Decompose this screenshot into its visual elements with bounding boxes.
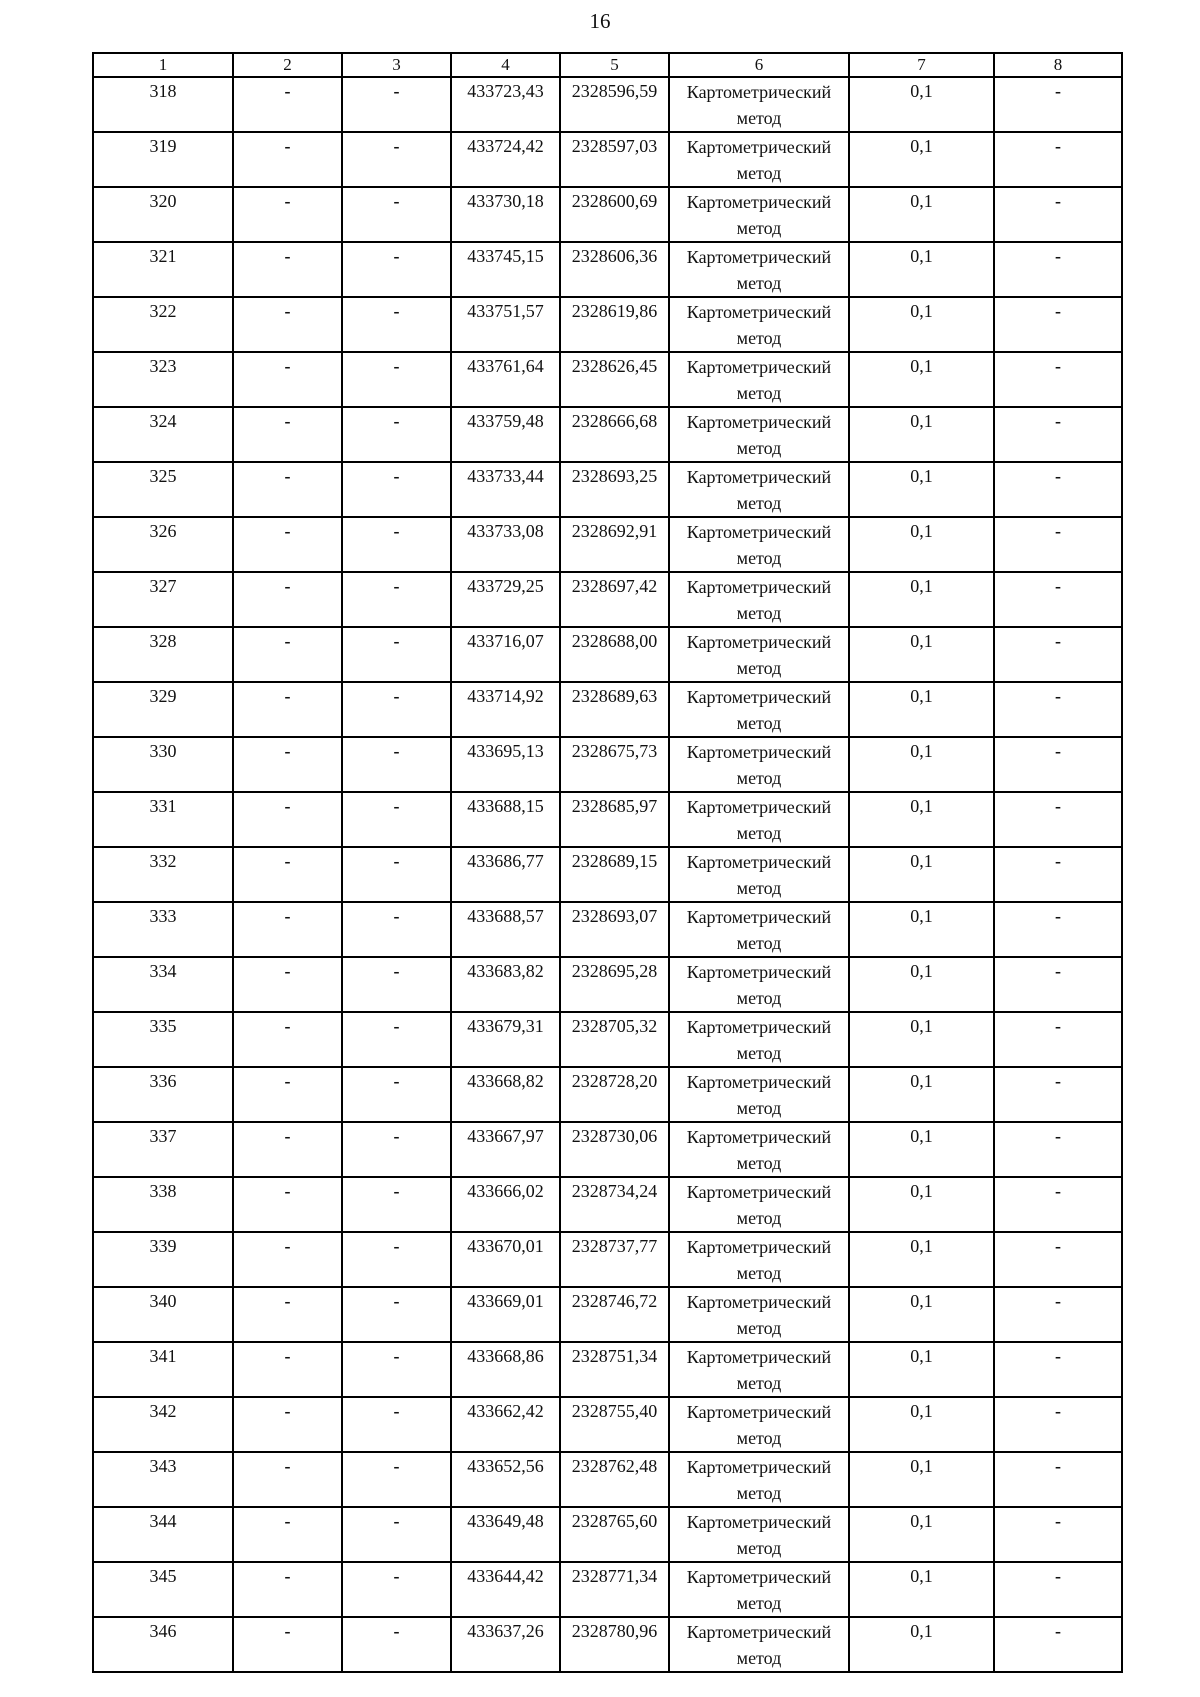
accuracy-cell: 0,1	[849, 737, 994, 792]
point-number-cell: 340	[93, 1287, 233, 1342]
table-row	[93, 77, 1122, 132]
x-coordinate-cell: 433729,25	[451, 572, 560, 627]
accuracy-cell: 0,1	[849, 792, 994, 847]
column-8-cell: -	[994, 792, 1122, 847]
method-cell: Картометрический метод	[669, 1012, 849, 1067]
table-row	[93, 1617, 1122, 1672]
column-8-cell: -	[994, 1177, 1122, 1232]
method-cell: Картометрический метод	[669, 1287, 849, 1342]
x-coordinate-cell: 433686,77	[451, 847, 560, 902]
x-coordinate-cell: 433670,01	[451, 1232, 560, 1287]
method-cell: Картометрический метод	[669, 352, 849, 407]
column-2-cell: -	[233, 77, 342, 132]
point-number-cell: 328	[93, 627, 233, 682]
method-cell: Картометрический метод	[669, 132, 849, 187]
table-row	[93, 792, 1122, 847]
column-8-cell: -	[994, 627, 1122, 682]
y-coordinate-cell: 2328693,25	[560, 462, 669, 517]
accuracy-cell: 0,1	[849, 682, 994, 737]
point-number-cell: 339	[93, 1232, 233, 1287]
column-3-cell: -	[342, 297, 451, 352]
column-3-cell: -	[342, 682, 451, 737]
point-number-cell: 341	[93, 1342, 233, 1397]
point-number-cell: 337	[93, 1122, 233, 1177]
column-3-cell: -	[342, 1122, 451, 1177]
y-coordinate-cell: 2328689,63	[560, 682, 669, 737]
column-3-cell: -	[342, 1232, 451, 1287]
column-8-cell: -	[994, 902, 1122, 957]
accuracy-cell: 0,1	[849, 187, 994, 242]
method-cell: Картометрический метод	[669, 957, 849, 1012]
column-header: 1	[93, 53, 233, 77]
accuracy-cell: 0,1	[849, 1232, 994, 1287]
accuracy-cell: 0,1	[849, 1342, 994, 1397]
column-8-cell: -	[994, 847, 1122, 902]
x-coordinate-cell: 433669,01	[451, 1287, 560, 1342]
accuracy-cell: 0,1	[849, 1287, 994, 1342]
point-number-cell: 326	[93, 517, 233, 572]
y-coordinate-cell: 2328734,24	[560, 1177, 669, 1232]
x-coordinate-cell: 433667,97	[451, 1122, 560, 1177]
column-2-cell: -	[233, 242, 342, 297]
column-2-cell: -	[233, 1122, 342, 1177]
y-coordinate-cell: 2328771,34	[560, 1562, 669, 1617]
point-number-cell: 331	[93, 792, 233, 847]
method-cell: Картометрический метод	[669, 517, 849, 572]
column-2-cell: -	[233, 1507, 342, 1562]
column-3-cell: -	[342, 1177, 451, 1232]
column-2-cell: -	[233, 847, 342, 902]
table-row	[93, 352, 1122, 407]
x-coordinate-cell: 433683,82	[451, 957, 560, 1012]
column-2-cell: -	[233, 627, 342, 682]
accuracy-cell: 0,1	[849, 957, 994, 1012]
accuracy-cell: 0,1	[849, 1397, 994, 1452]
column-8-cell: -	[994, 1562, 1122, 1617]
x-coordinate-cell: 433644,42	[451, 1562, 560, 1617]
column-3-cell: -	[342, 572, 451, 627]
x-coordinate-cell: 433666,02	[451, 1177, 560, 1232]
column-2-cell: -	[233, 297, 342, 352]
column-3-cell: -	[342, 737, 451, 792]
column-3-cell: -	[342, 902, 451, 957]
point-number-cell: 336	[93, 1067, 233, 1122]
point-number-cell: 320	[93, 187, 233, 242]
column-3-cell: -	[342, 957, 451, 1012]
table-row	[93, 517, 1122, 572]
point-number-cell: 343	[93, 1452, 233, 1507]
page-number: 16	[589, 9, 611, 33]
table-row	[93, 187, 1122, 242]
point-number-cell: 345	[93, 1562, 233, 1617]
column-8-cell: -	[994, 1507, 1122, 1562]
accuracy-cell: 0,1	[849, 352, 994, 407]
table-row	[93, 957, 1122, 1012]
x-coordinate-cell: 433733,08	[451, 517, 560, 572]
y-coordinate-cell: 2328688,00	[560, 627, 669, 682]
column-3-cell: -	[342, 1287, 451, 1342]
accuracy-cell: 0,1	[849, 1562, 994, 1617]
y-coordinate-cell: 2328746,72	[560, 1287, 669, 1342]
x-coordinate-cell: 433730,18	[451, 187, 560, 242]
table-row	[93, 572, 1122, 627]
column-3-cell: -	[342, 407, 451, 462]
method-cell: Картометрический метод	[669, 792, 849, 847]
y-coordinate-cell: 2328596,59	[560, 77, 669, 132]
x-coordinate-cell: 433688,15	[451, 792, 560, 847]
point-number-cell: 319	[93, 132, 233, 187]
point-number-cell: 338	[93, 1177, 233, 1232]
accuracy-cell: 0,1	[849, 407, 994, 462]
column-8-cell: -	[994, 1012, 1122, 1067]
point-number-cell: 322	[93, 297, 233, 352]
x-coordinate-cell: 433716,07	[451, 627, 560, 682]
method-cell: Картометрический метод	[669, 1122, 849, 1177]
point-number-cell: 335	[93, 1012, 233, 1067]
y-coordinate-cell: 2328695,28	[560, 957, 669, 1012]
y-coordinate-cell: 2328666,68	[560, 407, 669, 462]
table-row	[93, 1122, 1122, 1177]
y-coordinate-cell: 2328692,91	[560, 517, 669, 572]
column-2-cell: -	[233, 1617, 342, 1672]
column-header: 3	[342, 53, 451, 77]
point-number-cell: 327	[93, 572, 233, 627]
accuracy-cell: 0,1	[849, 1507, 994, 1562]
column-2-cell: -	[233, 792, 342, 847]
table-header-row	[93, 53, 1122, 77]
column-header: 7	[849, 53, 994, 77]
method-cell: Картометрический метод	[669, 627, 849, 682]
column-8-cell: -	[994, 352, 1122, 407]
column-8-cell: -	[994, 957, 1122, 1012]
accuracy-cell: 0,1	[849, 847, 994, 902]
y-coordinate-cell: 2328780,96	[560, 1617, 669, 1672]
y-coordinate-cell: 2328751,34	[560, 1342, 669, 1397]
column-8-cell: -	[994, 682, 1122, 737]
table-row	[93, 132, 1122, 187]
table-row	[93, 1177, 1122, 1232]
column-8-cell: -	[994, 462, 1122, 517]
column-2-cell: -	[233, 517, 342, 572]
x-coordinate-cell: 433668,86	[451, 1342, 560, 1397]
method-cell: Картометрический метод	[669, 1397, 849, 1452]
table-row	[93, 407, 1122, 462]
x-coordinate-cell: 433662,42	[451, 1397, 560, 1452]
table-row	[93, 1452, 1122, 1507]
method-cell: Картометрический метод	[669, 1177, 849, 1232]
column-3-cell: -	[342, 352, 451, 407]
column-8-cell: -	[994, 517, 1122, 572]
table-row	[93, 1067, 1122, 1122]
table-row	[93, 1342, 1122, 1397]
table-row	[93, 1287, 1122, 1342]
column-3-cell: -	[342, 132, 451, 187]
column-2-cell: -	[233, 407, 342, 462]
column-2-cell: -	[233, 1342, 342, 1397]
method-cell: Картометрический метод	[669, 682, 849, 737]
table-row	[93, 462, 1122, 517]
x-coordinate-cell: 433759,48	[451, 407, 560, 462]
point-number-cell: 332	[93, 847, 233, 902]
x-coordinate-cell: 433745,15	[451, 242, 560, 297]
accuracy-cell: 0,1	[849, 77, 994, 132]
column-8-cell: -	[994, 1122, 1122, 1177]
point-number-cell: 333	[93, 902, 233, 957]
column-3-cell: -	[342, 187, 451, 242]
accuracy-cell: 0,1	[849, 242, 994, 297]
table-body	[93, 53, 1122, 1672]
column-3-cell: -	[342, 627, 451, 682]
y-coordinate-cell: 2328737,77	[560, 1232, 669, 1287]
column-3-cell: -	[342, 1617, 451, 1672]
coordinates-table	[92, 52, 1123, 1673]
accuracy-cell: 0,1	[849, 572, 994, 627]
column-8-cell: -	[994, 1617, 1122, 1672]
y-coordinate-cell: 2328755,40	[560, 1397, 669, 1452]
y-coordinate-cell: 2328762,48	[560, 1452, 669, 1507]
y-coordinate-cell: 2328693,07	[560, 902, 669, 957]
accuracy-cell: 0,1	[849, 1122, 994, 1177]
x-coordinate-cell: 433652,56	[451, 1452, 560, 1507]
column-8-cell: -	[994, 1397, 1122, 1452]
table-row	[93, 902, 1122, 957]
column-8-cell: -	[994, 407, 1122, 462]
y-coordinate-cell: 2328705,32	[560, 1012, 669, 1067]
column-8-cell: -	[994, 572, 1122, 627]
table-row	[93, 1232, 1122, 1287]
point-number-cell: 318	[93, 77, 233, 132]
column-3-cell: -	[342, 1067, 451, 1122]
y-coordinate-cell: 2328697,42	[560, 572, 669, 627]
y-coordinate-cell: 2328728,20	[560, 1067, 669, 1122]
x-coordinate-cell: 433688,57	[451, 902, 560, 957]
accuracy-cell: 0,1	[849, 627, 994, 682]
column-2-cell: -	[233, 1397, 342, 1452]
table-row	[93, 682, 1122, 737]
point-number-cell: 334	[93, 957, 233, 1012]
y-coordinate-cell: 2328619,86	[560, 297, 669, 352]
method-cell: Картометрический метод	[669, 1232, 849, 1287]
accuracy-cell: 0,1	[849, 1177, 994, 1232]
x-coordinate-cell: 433724,42	[451, 132, 560, 187]
y-coordinate-cell: 2328675,73	[560, 737, 669, 792]
column-2-cell: -	[233, 1067, 342, 1122]
column-3-cell: -	[342, 77, 451, 132]
column-2-cell: -	[233, 957, 342, 1012]
method-cell: Картометрический метод	[669, 1507, 849, 1562]
x-coordinate-cell: 433649,48	[451, 1507, 560, 1562]
table-row	[93, 627, 1122, 682]
column-3-cell: -	[342, 1507, 451, 1562]
method-cell: Картометрический метод	[669, 1617, 849, 1672]
accuracy-cell: 0,1	[849, 1067, 994, 1122]
table-row	[93, 1507, 1122, 1562]
column-2-cell: -	[233, 902, 342, 957]
column-8-cell: -	[994, 132, 1122, 187]
table-row	[93, 1397, 1122, 1452]
y-coordinate-cell: 2328597,03	[560, 132, 669, 187]
accuracy-cell: 0,1	[849, 297, 994, 352]
accuracy-cell: 0,1	[849, 132, 994, 187]
method-cell: Картометрический метод	[669, 902, 849, 957]
accuracy-cell: 0,1	[849, 462, 994, 517]
method-cell: Картометрический метод	[669, 1562, 849, 1617]
accuracy-cell: 0,1	[849, 517, 994, 572]
column-3-cell: -	[342, 1397, 451, 1452]
x-coordinate-cell: 433695,13	[451, 737, 560, 792]
column-2-cell: -	[233, 1287, 342, 1342]
method-cell: Картометрический метод	[669, 847, 849, 902]
x-coordinate-cell: 433637,26	[451, 1617, 560, 1672]
x-coordinate-cell: 433723,43	[451, 77, 560, 132]
column-2-cell: -	[233, 682, 342, 737]
table-row	[93, 737, 1122, 792]
table-row	[93, 847, 1122, 902]
column-header: 2	[233, 53, 342, 77]
column-8-cell: -	[994, 77, 1122, 132]
y-coordinate-cell: 2328730,06	[560, 1122, 669, 1177]
accuracy-cell: 0,1	[849, 1012, 994, 1067]
y-coordinate-cell: 2328606,36	[560, 242, 669, 297]
accuracy-cell: 0,1	[849, 1452, 994, 1507]
column-8-cell: -	[994, 1067, 1122, 1122]
column-3-cell: -	[342, 1342, 451, 1397]
point-number-cell: 321	[93, 242, 233, 297]
column-2-cell: -	[233, 1452, 342, 1507]
x-coordinate-cell: 433761,64	[451, 352, 560, 407]
column-8-cell: -	[994, 1342, 1122, 1397]
point-number-cell: 324	[93, 407, 233, 462]
table-row	[93, 1012, 1122, 1067]
column-8-cell: -	[994, 1232, 1122, 1287]
column-2-cell: -	[233, 572, 342, 627]
x-coordinate-cell: 433679,31	[451, 1012, 560, 1067]
column-header: 5	[560, 53, 669, 77]
column-3-cell: -	[342, 792, 451, 847]
method-cell: Картометрический метод	[669, 297, 849, 352]
accuracy-cell: 0,1	[849, 902, 994, 957]
method-cell: Картометрический метод	[669, 242, 849, 297]
column-2-cell: -	[233, 1562, 342, 1617]
column-3-cell: -	[342, 462, 451, 517]
method-cell: Картометрический метод	[669, 1067, 849, 1122]
column-3-cell: -	[342, 242, 451, 297]
column-3-cell: -	[342, 517, 451, 572]
column-2-cell: -	[233, 352, 342, 407]
table-row	[93, 297, 1122, 352]
column-3-cell: -	[342, 1012, 451, 1067]
y-coordinate-cell: 2328689,15	[560, 847, 669, 902]
method-cell: Картометрический метод	[669, 737, 849, 792]
method-cell: Картометрический метод	[669, 1342, 849, 1397]
column-header: 6	[669, 53, 849, 77]
method-cell: Картометрический метод	[669, 572, 849, 627]
point-number-cell: 342	[93, 1397, 233, 1452]
column-8-cell: -	[994, 1287, 1122, 1342]
column-header: 4	[451, 53, 560, 77]
column-3-cell: -	[342, 1452, 451, 1507]
point-number-cell: 330	[93, 737, 233, 792]
column-8-cell: -	[994, 1452, 1122, 1507]
table-row	[93, 242, 1122, 297]
column-2-cell: -	[233, 1012, 342, 1067]
column-8-cell: -	[994, 187, 1122, 242]
column-8-cell: -	[994, 737, 1122, 792]
column-2-cell: -	[233, 462, 342, 517]
y-coordinate-cell: 2328626,45	[560, 352, 669, 407]
column-2-cell: -	[233, 1177, 342, 1232]
y-coordinate-cell: 2328765,60	[560, 1507, 669, 1562]
column-2-cell: -	[233, 1232, 342, 1287]
column-3-cell: -	[342, 847, 451, 902]
method-cell: Картометрический метод	[669, 407, 849, 462]
column-3-cell: -	[342, 1562, 451, 1617]
column-8-cell: -	[994, 297, 1122, 352]
method-cell: Картометрический метод	[669, 187, 849, 242]
column-8-cell: -	[994, 242, 1122, 297]
point-number-cell: 344	[93, 1507, 233, 1562]
x-coordinate-cell: 433668,82	[451, 1067, 560, 1122]
point-number-cell: 329	[93, 682, 233, 737]
table-row	[93, 1562, 1122, 1617]
point-number-cell: 323	[93, 352, 233, 407]
x-coordinate-cell: 433714,92	[451, 682, 560, 737]
column-header: 8	[994, 53, 1122, 77]
point-number-cell: 346	[93, 1617, 233, 1672]
y-coordinate-cell: 2328685,97	[560, 792, 669, 847]
y-coordinate-cell: 2328600,69	[560, 187, 669, 242]
x-coordinate-cell: 433733,44	[451, 462, 560, 517]
method-cell: Картометрический метод	[669, 1452, 849, 1507]
method-cell: Картометрический метод	[669, 462, 849, 517]
method-cell: Картометрический метод	[669, 77, 849, 132]
column-2-cell: -	[233, 132, 342, 187]
column-2-cell: -	[233, 737, 342, 792]
point-number-cell: 325	[93, 462, 233, 517]
column-2-cell: -	[233, 187, 342, 242]
accuracy-cell: 0,1	[849, 1617, 994, 1672]
x-coordinate-cell: 433751,57	[451, 297, 560, 352]
